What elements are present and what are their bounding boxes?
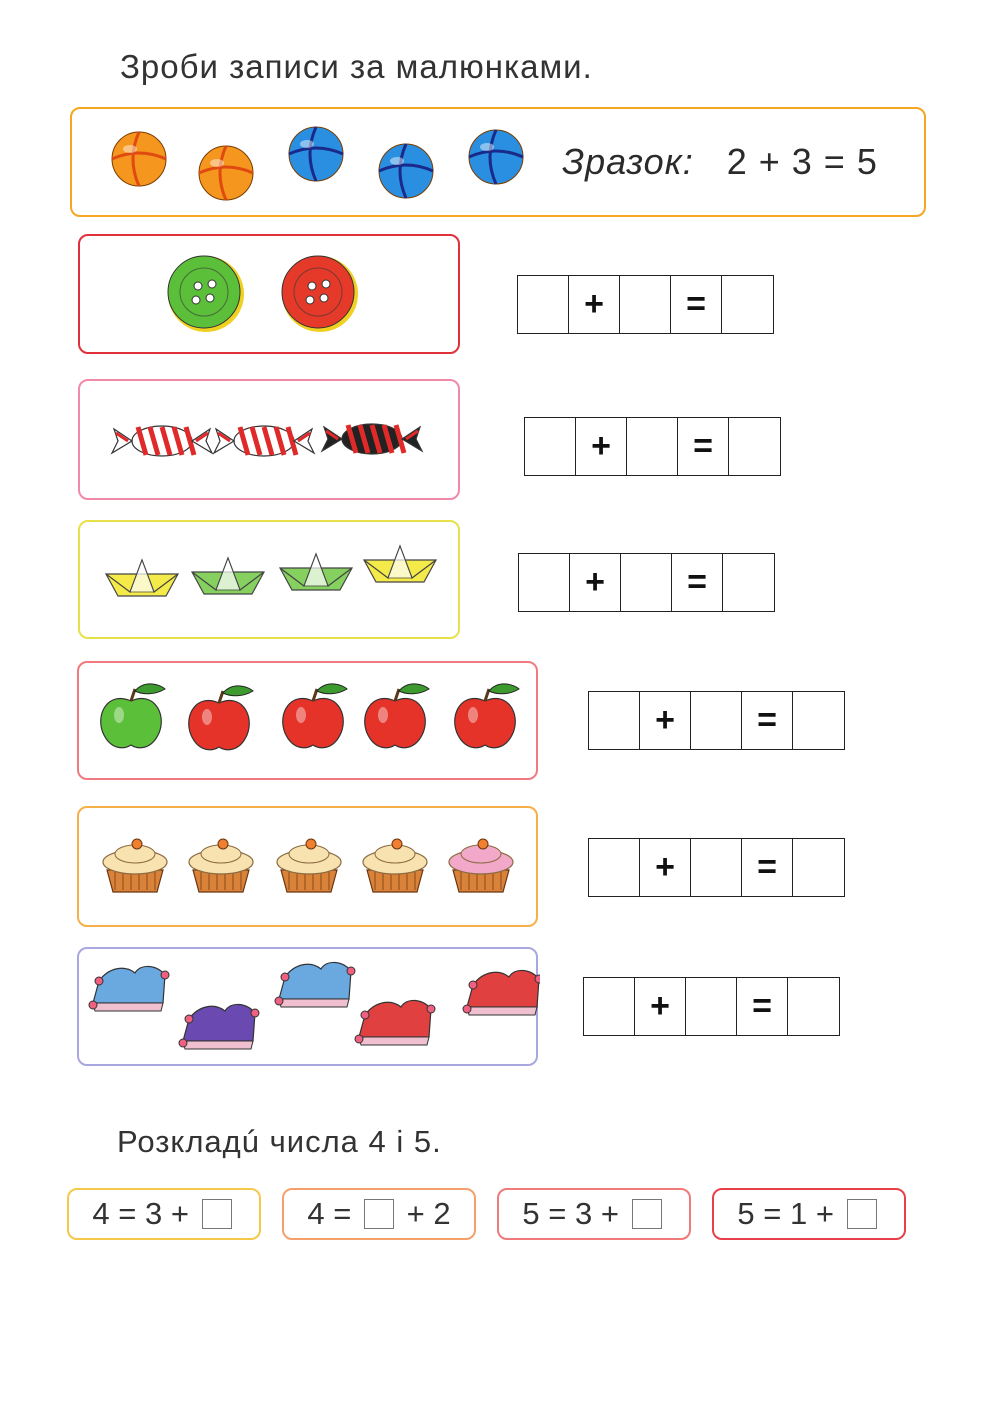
answer-box[interactable] — [686, 978, 737, 1035]
sample-frame — [70, 107, 926, 217]
blue-jester-hat-icon — [89, 966, 169, 1011]
green-button-icon — [168, 256, 244, 332]
answer-box[interactable] — [584, 978, 635, 1035]
picture-frame-buttons — [78, 234, 460, 354]
plus-sign: + — [640, 692, 691, 749]
cream-cupcake-icon — [103, 839, 167, 892]
orange-ball-icon — [199, 146, 253, 200]
answer-square[interactable] — [364, 1199, 394, 1229]
row-pictures — [79, 949, 540, 1068]
answer-box[interactable] — [691, 839, 742, 896]
sample-label: Зразок: — [562, 141, 694, 182]
blue-ball-icon — [289, 127, 343, 181]
red-apple-icon — [455, 684, 519, 748]
blue-ball-icon — [469, 130, 523, 184]
green-paper-boat-icon — [192, 558, 264, 594]
equation-boxes-4 — [588, 691, 845, 750]
answer-box[interactable] — [723, 554, 774, 611]
yellow-paper-boat-icon — [364, 546, 436, 582]
instruction-title: Зроби записи за малюнками. — [120, 48, 593, 85]
row-pictures — [80, 522, 462, 641]
red-button-icon — [282, 256, 358, 332]
answer-square[interactable] — [202, 1199, 232, 1229]
cream-cupcake-icon — [363, 839, 427, 892]
decomposition-card-4 — [712, 1188, 906, 1240]
answer-box[interactable] — [620, 276, 671, 333]
decomposition-card-3 — [497, 1188, 691, 1240]
answer-box[interactable] — [518, 276, 569, 333]
cream-cupcake-icon — [189, 839, 253, 892]
equation-boxes-1 — [517, 275, 774, 334]
green-apple-icon — [101, 684, 165, 748]
row-pictures — [80, 236, 462, 356]
decomposition-right-text: + 2 — [398, 1196, 451, 1231]
answer-box[interactable] — [788, 978, 839, 1035]
answer-box[interactable] — [691, 692, 742, 749]
picture-frame-apples — [77, 661, 538, 780]
yellow-paper-boat-icon — [106, 560, 178, 596]
decomposition-card-1 — [67, 1188, 261, 1240]
equals-sign: = — [671, 276, 722, 333]
red-jester-hat-icon — [463, 970, 540, 1015]
red-apple-icon — [283, 684, 347, 748]
red-jester-hat-icon — [355, 1000, 435, 1045]
decomposition-left-text: 4 = — [307, 1196, 360, 1231]
answer-box[interactable] — [519, 554, 570, 611]
blue-ball-icon — [379, 144, 433, 198]
plus-sign: + — [576, 418, 627, 475]
decomposition-left-text: 4 = 3 + — [92, 1196, 198, 1231]
equals-sign: = — [678, 418, 729, 475]
sample-equation-line — [562, 141, 878, 183]
picture-frame-boats — [78, 520, 460, 639]
equals-sign: = — [737, 978, 788, 1035]
row-pictures — [80, 381, 462, 502]
green-paper-boat-icon — [280, 554, 352, 590]
instruction-decompose: Розкладú числа 4 і 5. — [117, 1124, 442, 1159]
answer-box[interactable] — [589, 839, 640, 896]
orange-ball-icon — [112, 132, 166, 186]
row-pictures — [79, 663, 540, 782]
answer-square[interactable] — [632, 1199, 662, 1229]
answer-box[interactable] — [793, 692, 844, 749]
plus-sign: + — [635, 978, 686, 1035]
red-black-candy-icon — [322, 424, 422, 454]
pink-cupcake-icon — [449, 839, 513, 892]
answer-box[interactable] — [729, 418, 780, 475]
red-white-candy-icon — [112, 426, 212, 456]
plus-sign: + — [570, 554, 621, 611]
answer-box[interactable] — [621, 554, 672, 611]
decomposition-card-2 — [282, 1188, 476, 1240]
red-white-candy-icon — [214, 426, 314, 456]
answer-box[interactable] — [722, 276, 773, 333]
red-apple-icon — [365, 684, 429, 748]
equation-boxes-3 — [518, 553, 775, 612]
answer-square[interactable] — [847, 1199, 877, 1229]
decomposition-left-text: 5 = 1 + — [737, 1196, 843, 1231]
cream-cupcake-icon — [277, 839, 341, 892]
equals-sign: = — [672, 554, 723, 611]
plus-sign: + — [569, 276, 620, 333]
equation-boxes-6 — [583, 977, 840, 1036]
answer-box[interactable] — [627, 418, 678, 475]
equals-sign: = — [742, 692, 793, 749]
equation-boxes-5 — [588, 838, 845, 897]
row-pictures — [79, 808, 540, 929]
equation-boxes-2 — [524, 417, 781, 476]
equals-sign: = — [742, 839, 793, 896]
picture-frame-hats — [77, 947, 538, 1066]
red-apple-icon — [189, 686, 253, 750]
picture-frame-cupcakes — [77, 806, 538, 927]
blue-jester-hat-icon — [275, 962, 355, 1007]
answer-box[interactable] — [793, 839, 844, 896]
purple-jester-hat-icon — [179, 1004, 259, 1049]
answer-box[interactable] — [589, 692, 640, 749]
picture-frame-candies — [78, 379, 460, 500]
sample-equation: 2 + 3 = 5 — [726, 141, 878, 182]
plus-sign: + — [640, 839, 691, 896]
answer-box[interactable] — [525, 418, 576, 475]
decomposition-left-text: 5 = 3 + — [522, 1196, 628, 1231]
